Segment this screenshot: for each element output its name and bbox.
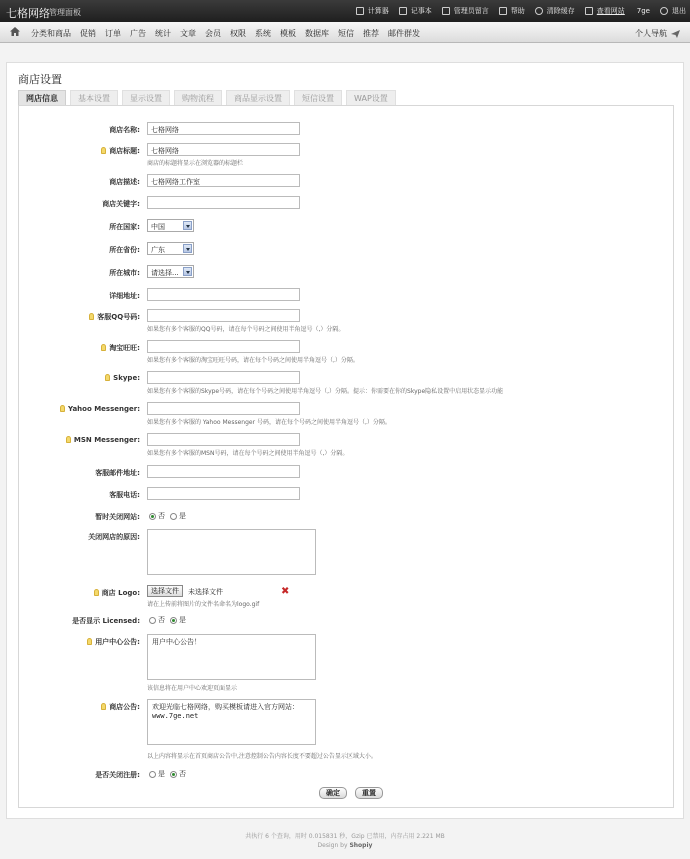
province-label: 所在省份:: [109, 246, 140, 254]
user-notice-help: 该信息将在用户中心欢迎页面显示: [147, 685, 238, 692]
yahoo-input[interactable]: [147, 402, 300, 415]
close-register-label: 是否关闭注册:: [95, 771, 140, 779]
nav-item-stats[interactable]: 统计: [155, 29, 171, 38]
tab-goods-display[interactable]: 商品显示设置: [226, 90, 290, 105]
tab-display[interactable]: 显示设置: [122, 90, 170, 105]
footer-stats: 共执行 6 个查询，用时 0.015831 秒，Gzip 已禁用，内存占用 2.221 MB: [245, 833, 445, 840]
wangwang-label: 淘宝旺旺:: [109, 344, 140, 352]
nav-item-ads[interactable]: 广告: [130, 29, 146, 38]
tab-shop-info[interactable]: 网店信息: [18, 90, 66, 105]
licensed-radios: 否 是: [149, 615, 186, 625]
licensed-yes-radio[interactable]: [170, 617, 177, 624]
brand-subtitle: 管理面板: [49, 8, 81, 17]
country-label: 所在国家:: [109, 223, 140, 231]
nav-item-goods[interactable]: 分类和商品: [31, 29, 71, 38]
email-label: 客服邮件地址:: [95, 469, 140, 477]
top-links: [346, 6, 686, 16]
close-register-yes-radio[interactable]: [149, 771, 156, 778]
phone-label: 客服电话:: [109, 491, 140, 499]
close-register-no-radio[interactable]: [170, 771, 177, 778]
main-panel: [6, 62, 684, 819]
nav-item-recommend[interactable]: 推荐: [363, 29, 379, 38]
closed-label: 暂时关闭网站:: [95, 513, 140, 521]
power-icon: [660, 7, 668, 15]
nav-item-templates[interactable]: 模板: [280, 29, 296, 38]
shop-desc-label: 商店描述:: [109, 178, 140, 186]
page-title: 商店设置: [18, 73, 62, 86]
clear-cache-link[interactable]: 清除缓存: [535, 6, 575, 16]
nav-item-database[interactable]: 数据库: [305, 29, 329, 38]
wangwang-input[interactable]: [147, 340, 300, 353]
closed-no-radio[interactable]: [149, 513, 156, 520]
tip-bulb-icon[interactable]: [101, 147, 106, 154]
shop-notice-help: 以上内容将显示在首页商店公告中,注意控制公告内容长度不要超过公告显示区域大小。: [147, 753, 377, 760]
shop-title-label: 商店标题:: [109, 147, 140, 155]
logout-link[interactable]: 退出: [660, 6, 686, 16]
skype-input[interactable]: [147, 371, 300, 384]
nav-item-mail[interactable]: 邮件群发: [388, 29, 420, 38]
wangwang-help: 如果您有多个客服的淘宝旺旺号码，请在每个号码之间使用半角逗号（,）分隔。: [147, 357, 359, 364]
chevron-down-icon: [183, 244, 192, 253]
shop-name-input[interactable]: 七格网络: [147, 122, 300, 135]
tip-bulb-icon[interactable]: [94, 589, 99, 596]
shop-name-label: 商店名称:: [109, 126, 140, 134]
tip-bulb-icon[interactable]: [66, 436, 71, 443]
city-select[interactable]: 请选择...: [147, 265, 194, 278]
nav-item-permissions[interactable]: 权限: [230, 29, 246, 38]
city-label: 所在城市:: [109, 269, 140, 277]
nav-menu: [31, 28, 429, 39]
design-by-text: Design by: [317, 842, 348, 849]
reset-button[interactable]: 重置: [355, 787, 383, 799]
personal-nav-label: 个人导航: [635, 29, 667, 38]
tip-bulb-icon[interactable]: [87, 638, 92, 645]
personal-nav[interactable]: [635, 28, 680, 39]
logo-label: 商店 Logo:: [101, 589, 140, 597]
paper-plane-icon: [671, 30, 680, 38]
email-input[interactable]: [147, 465, 300, 478]
close-reason-textarea[interactable]: [147, 529, 316, 575]
shop-notice-textarea[interactable]: 欢迎光临七格网络，购买模板请进入官方网站： www.7ge.net: [147, 699, 316, 745]
refresh-icon: [535, 7, 543, 15]
shop-keywords-label: 商店关键字:: [102, 200, 140, 208]
closed-radios: 否 是: [149, 511, 186, 521]
tip-bulb-icon[interactable]: [105, 374, 110, 381]
top-bar: [0, 0, 690, 22]
calculator-link[interactable]: 计算器: [356, 6, 389, 16]
province-select[interactable]: 广东: [147, 242, 194, 255]
tip-bulb-icon[interactable]: [89, 313, 94, 320]
chevron-down-icon: [183, 221, 192, 230]
settings-tabs: [18, 90, 400, 105]
tab-sms[interactable]: 短信设置: [294, 90, 342, 105]
admin-message-link[interactable]: 管理员留言: [442, 6, 489, 16]
msn-label: MSN Messenger:: [73, 436, 140, 444]
close-reason-label: 关闭网店的原因:: [88, 533, 140, 541]
notepad-link[interactable]: 记事本: [399, 6, 432, 16]
skype-label: Skype:: [113, 374, 140, 382]
view-site-link[interactable]: 查看网站: [585, 6, 625, 16]
shop-notice-label: 商店公告:: [109, 703, 140, 711]
qq-label: 客服QQ号码:: [97, 313, 140, 321]
shop-title-help: 商店的标题将显示在浏览器的标题栏: [147, 160, 244, 167]
nav-item-articles[interactable]: 文章: [180, 29, 196, 38]
tab-wap[interactable]: WAP设置: [346, 90, 396, 105]
nav-item-sms[interactable]: 短信: [338, 29, 354, 38]
shop-desc-input[interactable]: 七格网络工作室: [147, 174, 300, 187]
nav-item-orders[interactable]: 订单: [105, 29, 121, 38]
tab-basic[interactable]: 基本设置: [70, 90, 118, 105]
chevron-down-icon: [183, 267, 192, 276]
main-nav: [0, 22, 690, 43]
logo-help: 请在上传前将图片的文件名命名为logo.gif: [147, 601, 260, 608]
country-select[interactable]: 中国: [147, 219, 194, 232]
licensed-no-radio[interactable]: [149, 617, 156, 624]
brand-title: 七格网络: [6, 7, 50, 20]
help-icon: [499, 7, 507, 15]
phone-input[interactable]: [147, 487, 300, 500]
address-label: 详细地址:: [109, 292, 140, 300]
home-icon: [585, 7, 593, 15]
yahoo-label: Yahoo Messenger:: [68, 405, 140, 413]
notepad-icon: [399, 7, 407, 15]
home-icon[interactable]: [10, 27, 20, 36]
msn-input[interactable]: [147, 433, 300, 446]
skype-help: 如果您有多个客服的Skype号码，请在每个号码之间使用半角逗号（,）分隔。提示：你需要在你的Skype隐私设置中启用状态显示功能: [147, 388, 504, 395]
nav-item-system[interactable]: 系统: [255, 29, 271, 38]
delete-icon[interactable]: ✖: [281, 586, 290, 597]
tip-bulb-icon[interactable]: [101, 344, 106, 351]
address-input[interactable]: [147, 288, 300, 301]
submit-button[interactable]: 确定: [319, 787, 347, 799]
design-brand: Shopiy: [349, 842, 373, 849]
tip-bulb-icon[interactable]: [101, 703, 106, 710]
msn-help: 如果您有多个客服的MSN号码，请在每个号码之间使用半角逗号（,）分隔。: [147, 450, 349, 457]
user-notice-textarea[interactable]: 用户中心公告！: [147, 634, 316, 680]
yahoo-help: 如果您有多个客服的 Yahoo Messenger 号码，请在每个号码之间使用半角逗号（,）分隔。: [147, 419, 391, 426]
choose-file-button[interactable]: 选择文件: [147, 585, 183, 597]
nav-item-promotion[interactable]: 促销: [80, 29, 96, 38]
user-notice-label: 用户中心公告:: [95, 638, 140, 646]
calculator-icon: [356, 7, 364, 15]
current-user: 7ge: [636, 7, 650, 15]
settings-form: [18, 105, 674, 808]
close-register-radios: 是 否: [149, 769, 186, 779]
tab-shopping-flow[interactable]: 购物流程: [174, 90, 222, 105]
nav-item-members[interactable]: 会员: [205, 29, 221, 38]
help-link[interactable]: 帮助: [499, 6, 525, 16]
shop-keywords-input[interactable]: [147, 196, 300, 209]
licensed-label: 是否显示 Licensed:: [72, 617, 140, 625]
file-status: 未选择文件: [188, 588, 223, 596]
qq-help: 如果您有多个客服的QQ号码，请在每个号码之间使用半角逗号（,）分隔。: [147, 326, 345, 333]
qq-input[interactable]: [147, 309, 300, 322]
closed-yes-radio[interactable]: [170, 513, 177, 520]
tip-bulb-icon[interactable]: [60, 405, 65, 412]
message-icon: [442, 7, 450, 15]
shop-title-input[interactable]: 七格网络: [147, 143, 300, 156]
footer-design: [0, 842, 690, 849]
